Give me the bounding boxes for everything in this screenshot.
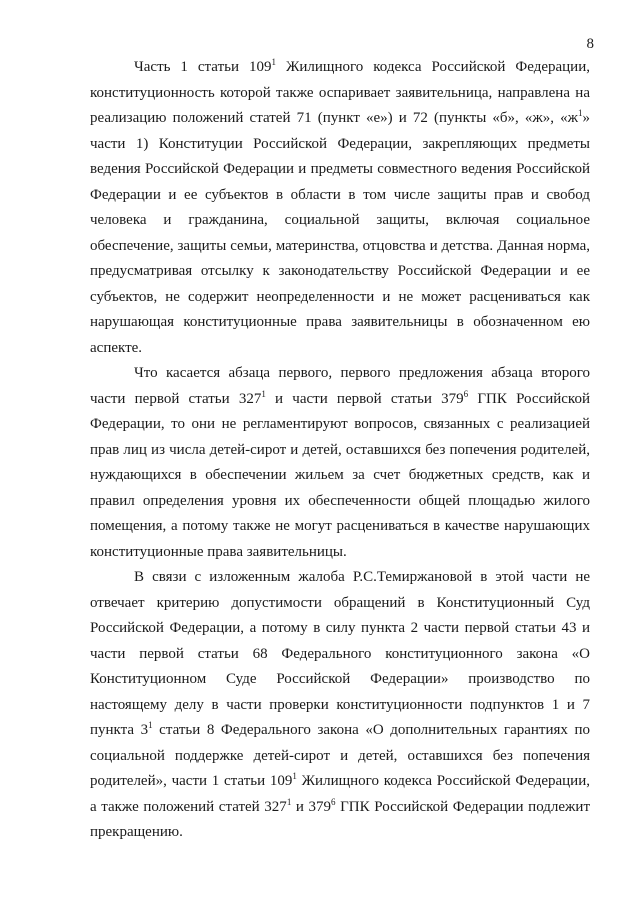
superscript: 1 [292, 771, 297, 781]
paragraph [90, 55, 590, 361]
paragraph [90, 565, 590, 846]
superscript: 1 [286, 796, 292, 807]
text-run: Жилищного кодекса Российской Федерации, а также положений статей 327 [90, 773, 590, 815]
paragraph [90, 361, 590, 565]
text-run: статьи 8 Федерального закона «О дополнительных гарантиях по социальной поддержке детей-сирот и детей, оставшихся без попечения родителей», части 1 статьи 109 [90, 722, 590, 789]
page-number: 8 [586, 36, 594, 52]
text-run: и 379 [291, 798, 332, 815]
text-run: В связи с изложенным жалоба Р.С.Темиржановой в этой части не отвечает критерию допустимости обращений в Конституционный Суд Российской Федерации, а потому в силу пункта 2 части первой статьи 43 и части первой статьи 68 Федерального конституционного закона «О Конституционном Суде Российской Федерации» производство по настоящему делу в части проверки конституционности подпунктов 1 и 7 пункта 3 [90, 569, 590, 738]
superscript: 6 [463, 388, 469, 399]
text-run: » части 1) Конституции Российской Федерации, закрепляющих предметы ведения Российской Федерации и предметы совместного ведения Российской Федерации и ее субъектов в области в том числе защиты прав и свобод человека и гражданина, социальной защиты, включая социальное обеспечение, защиты семьи, материнства, отцовства и детства. Данная норма, предусматривая отсылку к законодательству Российской Федерации и ее субъектов, не содержит неопределенности и не может расцениваться как нарушающая конституционные права заявительницы в обозначенном ею аспекте. [90, 110, 590, 356]
superscript: 1 [148, 720, 153, 730]
text-run: и части первой статьи 379 [265, 390, 464, 407]
text-run: Что касается абзаца первого, первого предложения абзаца второго части первой статьи 327 [90, 365, 590, 407]
text-run: Жилищного кодекса Российской Федерации, конституционность которой также оспаривает заявительница, направлена на реализацию положений статей 71 (пункт «е») и 72 (пункты «б», «ж», «ж [90, 59, 590, 126]
superscript: 1 [261, 388, 266, 399]
text-run: Часть 1 статьи 109 [134, 59, 272, 75]
text-run: ГПК Российской Федерации, то они не регламентируют вопросов, связанных с реализацией прав лиц из числа детей-сирот и детей, оставшихся без попечения родителей, нуждающихся в обеспечении жильем за счет бюджетных средств, как и правил определения уровня их обеспеченности общей площадью жилого помещения, а потому также не могут расцениваться в качестве нарушающих конституционные права заявительницы. [90, 390, 590, 560]
superscript: 1 [578, 108, 583, 118]
superscript: 1 [271, 57, 276, 67]
document-body [90, 55, 590, 846]
text-run: ГПК Российской Федерации подлежит прекращению. [90, 798, 591, 840]
superscript: 6 [331, 796, 336, 807]
